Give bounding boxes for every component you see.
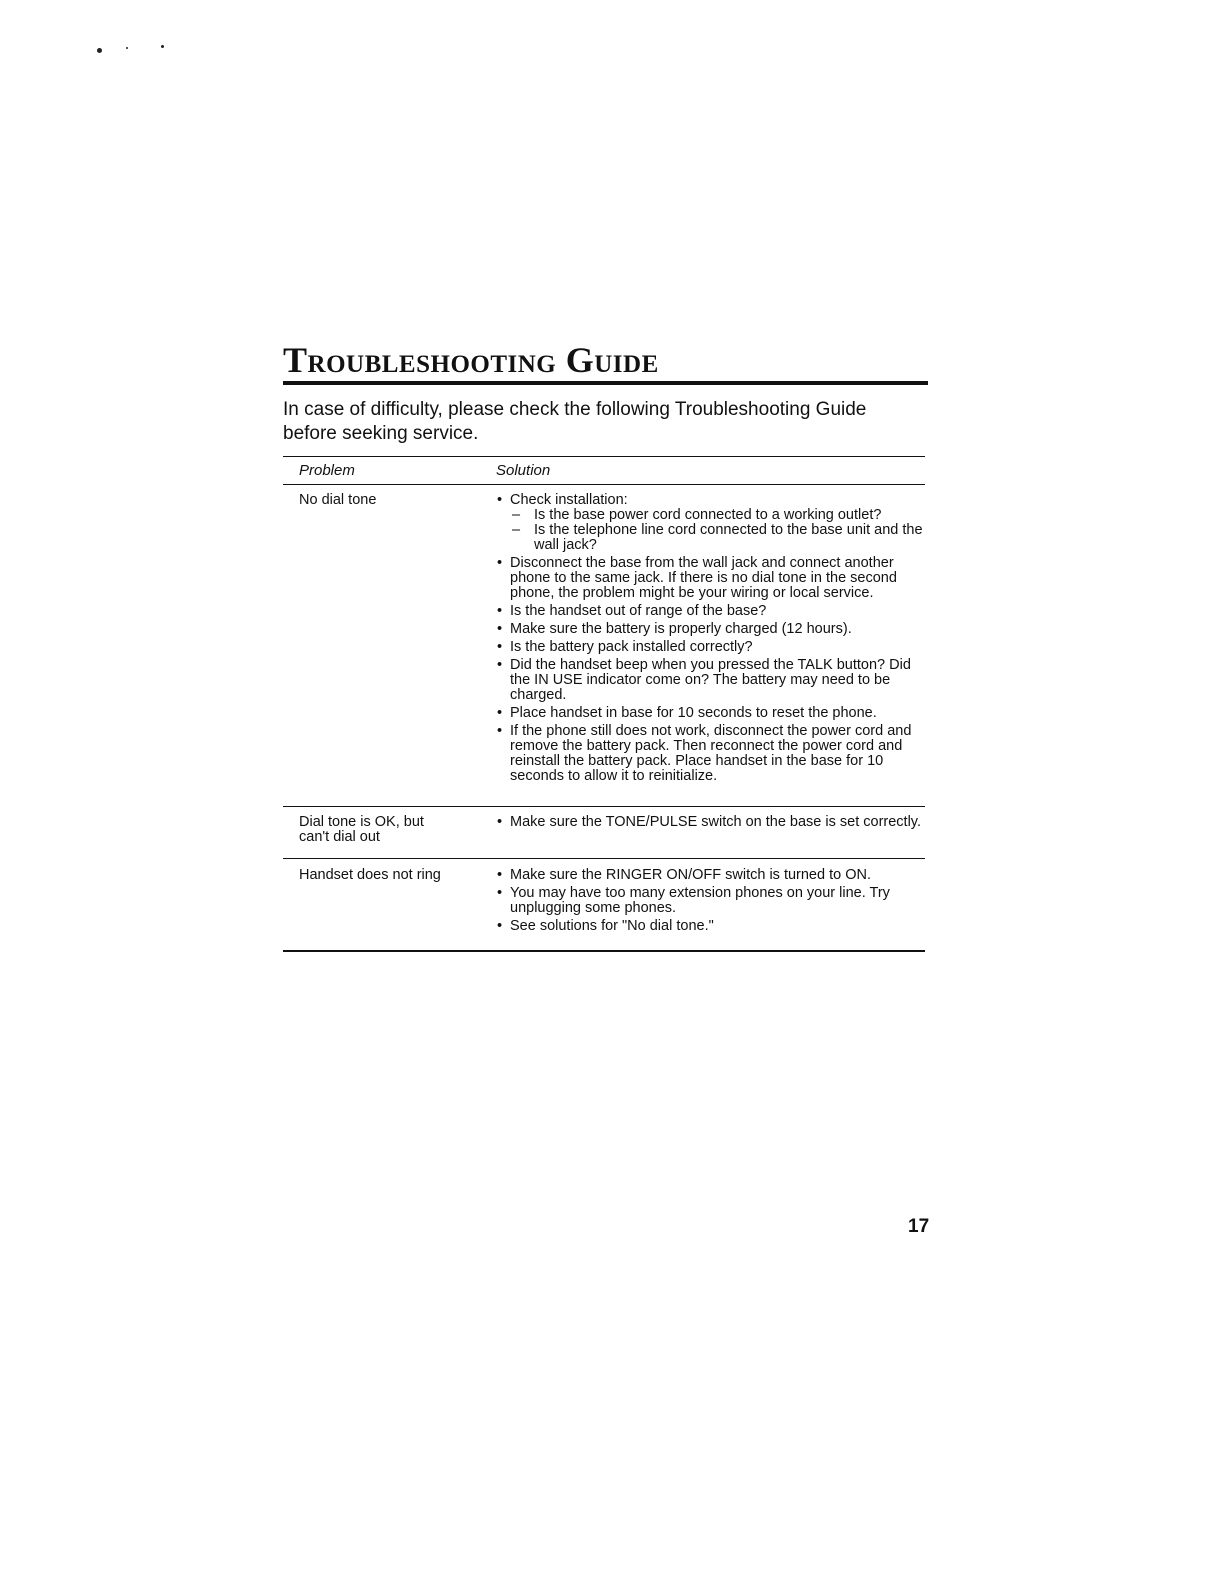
table-header-row [283, 457, 925, 484]
solution-item: • Disconnect the base from the wall jack and connect another phone to the same jack. If there is no dial tone in the second phone, the problem might be your wiring or local service. [496, 556, 925, 601]
solution-cell [496, 815, 925, 858]
solution-item: • If the phone still does not work, disconnect the power cord and remove the battery pack. Then reconnect the power cord and reinstall the battery pack. Place handset in the base for 10 seconds to allow it to reinitialize. [496, 724, 925, 784]
solution-sub-list [510, 508, 925, 553]
troubleshooting-table [283, 456, 925, 952]
solution-text: Check installation: [510, 492, 628, 508]
problem-cell: Handset does not ring [299, 867, 441, 883]
solution-sub-item: – Is the base power cord connected to a working outlet? [510, 508, 925, 523]
solution-item: • Make sure the TONE/PULSE switch on the base is set correctly. [496, 815, 925, 830]
solution-item: • Did the handset beep when you pressed the TALK button? Did the IN USE indicator come on? The battery may need to be charged. [496, 658, 925, 703]
solution-list [496, 493, 925, 784]
problem-cell: No dial tone [299, 492, 377, 508]
solution-item: • Make sure the battery is properly charged (12 hours). [496, 622, 925, 637]
table-row [283, 485, 925, 806]
speck [126, 47, 128, 49]
title-underline [283, 381, 928, 385]
solution-column-header: Solution [496, 462, 551, 479]
table-row [283, 807, 925, 858]
solution-item: • Is the battery pack installed correctly? [496, 640, 925, 655]
table-row [283, 859, 925, 950]
page-number: 17 [908, 1216, 930, 1237]
table-bottom-rule [283, 950, 925, 952]
solution-item: • Place handset in base for 10 seconds to reset the phone. [496, 706, 925, 721]
solution-item: • See solutions for "No dial tone." [496, 919, 925, 934]
solution-list [496, 868, 925, 934]
problem-column-header: Problem [299, 462, 355, 479]
solution-sub-item: – Is the telephone line cord connected to the base unit and the wall jack? [510, 523, 925, 553]
title-block [283, 340, 928, 385]
speck [97, 48, 102, 53]
solution-item [496, 493, 925, 553]
solution-item: • Is the handset out of range of the base? [496, 604, 925, 619]
problem-cell: Dial tone is OK, but can't dial out [299, 814, 424, 845]
page-title: Troubleshooting Guide [283, 340, 659, 380]
intro-text: In case of difficulty, please check the following Troubleshooting Guide before seeking service. [283, 399, 867, 444]
solution-item: • Make sure the RINGER ON/OFF switch is turned to ON. [496, 868, 925, 883]
speck [161, 45, 164, 48]
solution-item: • You may have too many extension phones on your line. Try unplugging some phones. [496, 886, 925, 916]
solution-list [496, 815, 925, 830]
solution-cell [496, 493, 925, 806]
scan-specks [90, 40, 190, 60]
solution-cell [496, 868, 925, 950]
